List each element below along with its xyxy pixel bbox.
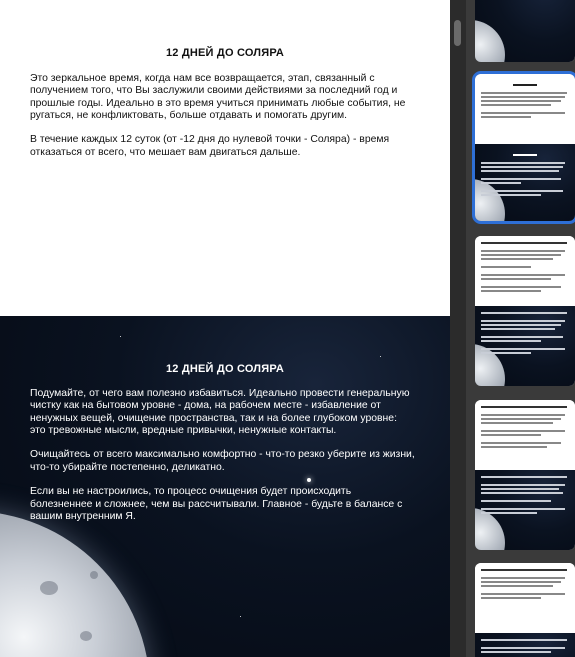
star <box>120 336 121 337</box>
thumbnail-sidebar <box>466 0 575 657</box>
scrollbar-thumb[interactable] <box>454 20 461 46</box>
star <box>380 356 381 357</box>
page-body <box>30 388 415 536</box>
page-thumbnail[interactable] <box>475 236 575 386</box>
paragraph: Если вы не настроились, то процесс очищения будет происходить болезненнее и сложнее, чем вы рассчитывали. Главное - будьте в балансе с вашим внутренним Я. <box>30 486 403 522</box>
page-thumbnail[interactable] <box>475 0 575 62</box>
document-page-light <box>0 0 450 316</box>
document-page-dark <box>0 316 450 657</box>
page-thumbnail[interactable] <box>475 74 575 221</box>
page-title: 12 ДНЕЙ ДО СОЛЯРА <box>165 363 285 375</box>
paragraph: Подумайте, от чего вам полезно избавиться. Идеально провести генеральную чистку как на бытовом уровне - дома, на рабочем месте - избавление от ненужных вещей, очищение пространства, так и на более глубоком уровне: это тревожные мысли, вредные привычки, ненужные контакты. <box>30 388 410 436</box>
scrollbar-track[interactable] <box>450 0 466 657</box>
paragraph: Это зеркальное время, когда нам все возвращается, этап, связанный с получением того, что Вы заслужили своими действиями за последний год и прошлые годы. Идеально в это время учиться принимать любые события, не ругаться, не конфликтовать, больше отдавать и помогать другим. <box>30 73 406 121</box>
page-body <box>30 73 415 171</box>
page-thumbnail[interactable] <box>475 400 575 550</box>
star <box>240 616 241 617</box>
page-thumbnail[interactable] <box>475 563 575 657</box>
paragraph: В течение каждых 12 суток (от -12 дня до нулевой точки - Соляра) - время отказаться от всего, что мешает вам двигаться дальше. <box>30 134 390 158</box>
paragraph: Очищайтесь от всего максимально комфортно - что-то резко уберите из жизни, что-то убирайте постепенно, деликатно. <box>30 449 415 473</box>
page-title: 12 ДНЕЙ ДО СОЛЯРА <box>165 47 285 59</box>
